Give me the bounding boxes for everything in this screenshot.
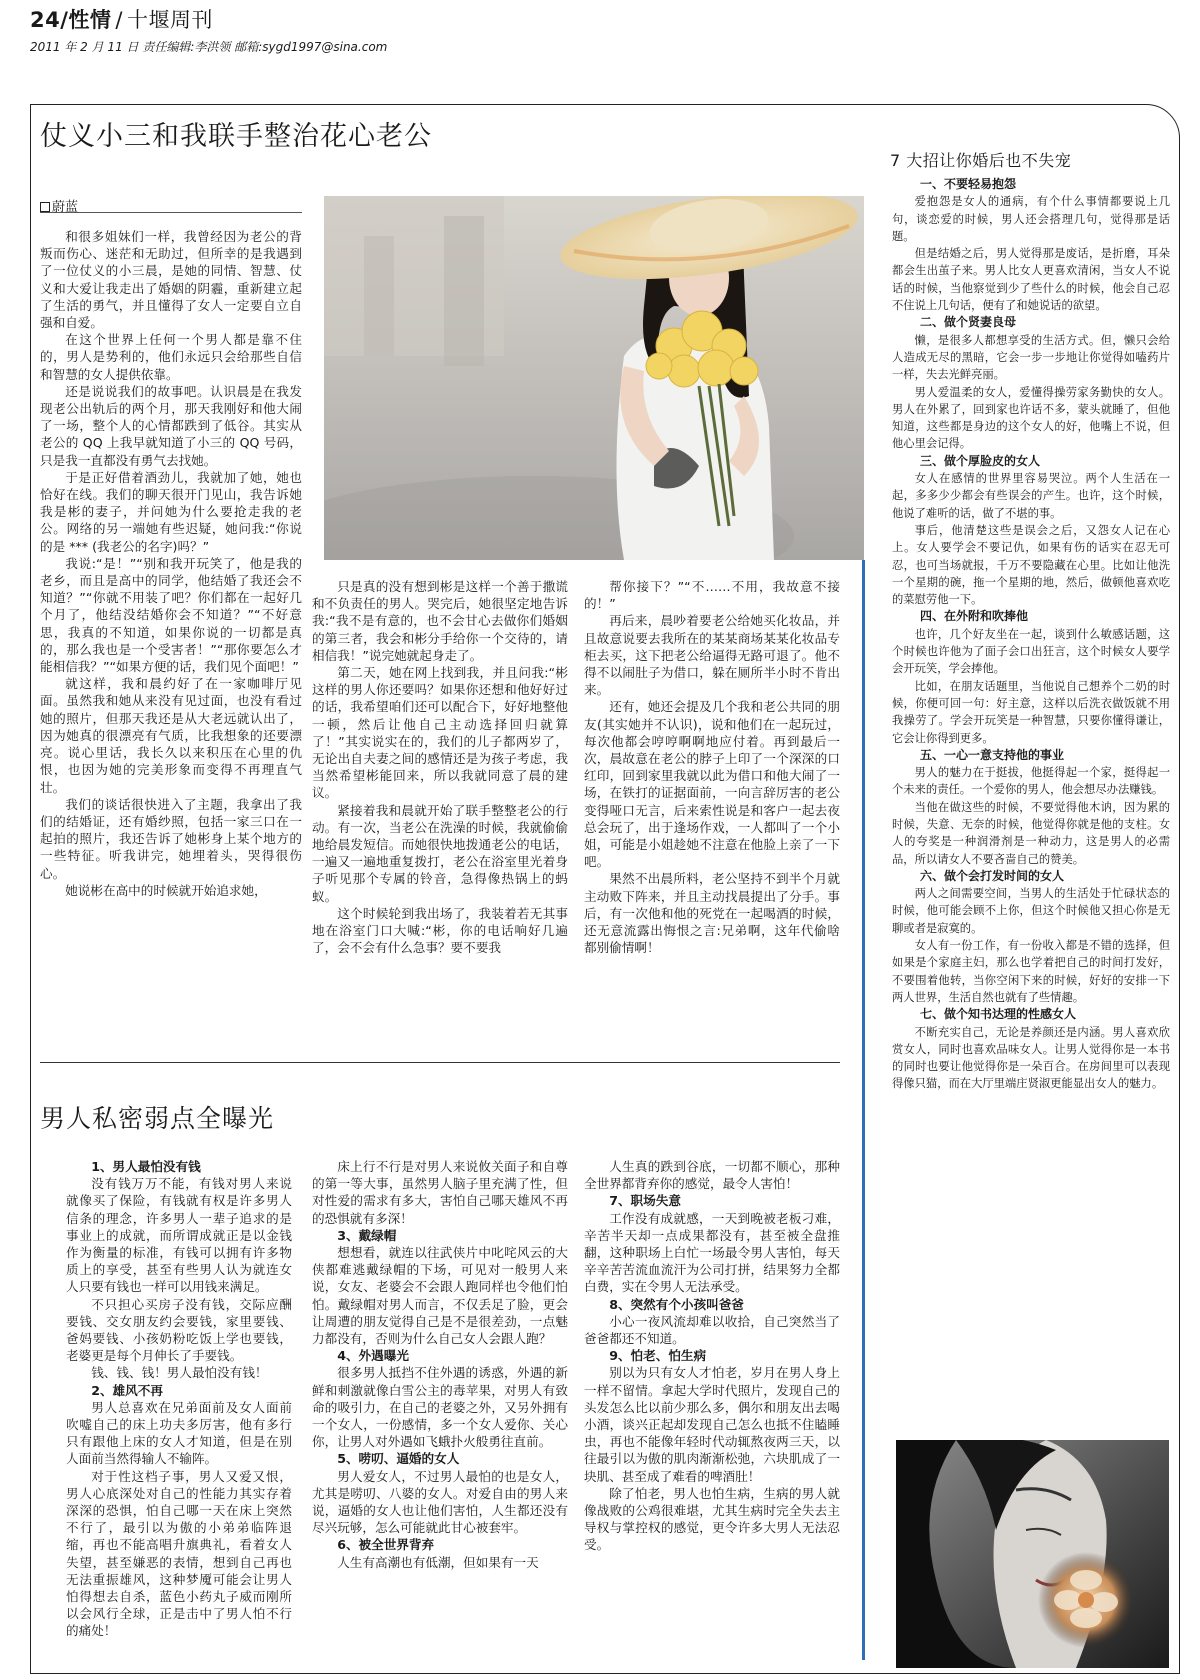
subheading: 7、职场失意 bbox=[609, 1193, 681, 1209]
paragraph: 男人的魅力在于挺拔，他挺得起一个家，挺得起一个未来的责任。一个爱你的男人，他会想尽办法赚钱。 bbox=[892, 766, 1170, 797]
paragraph: 工作没有成就感，一天到晚被老板刁难，辛苦半天却一点成果都没有，甚至被全盘推翻，这种职场上白忙一场最令男人害怕，每天辛辛苦苦流血流汗为公司打拼，结果努力全都白费，实在令男人无法承受。 bbox=[584, 1210, 840, 1295]
subheading: 9、怕老、怕生病 bbox=[609, 1348, 707, 1364]
subheading: 1、男人最怕没有钱 bbox=[91, 1159, 201, 1174]
paragraph: 男人爱女人，不过男人最怕的也是女人，尤其是唠叨、八婆的女人。对爱自由的男人来说，逼婚的女人也让他们害怕，人生都还没有尽兴玩够，怎么可能就此甘心被套牢。 bbox=[312, 1468, 568, 1536]
paragraph: 当他在做这些的时候，不要觉得他木讷，因为累的时候，失意、无奈的时候，他觉得你就是他的支柱。女人的夸奖是一种润滑剂是一种动力，这是男人的必需品，所以请女人不要吝啬自己的赞美。 bbox=[892, 800, 1170, 866]
paragraph: 她说彬在高中的时候就开始追求她， bbox=[65, 882, 267, 898]
paragraph: 在这个世界上任何一个男人都是靠不住的，男人是势利的，他们永远只会给那些自信和智慧的女人提供依靠。 bbox=[40, 332, 302, 382]
paragraph: 第二天，她在网上找到我，并且问我:“彬这样的男人你还要吗？如果你还想和他好好过的话，我希望咱们还可以配合下，好好地整他一顿，然后让他自己主动选择回归就算了！”其实说实在的，我们的儿子都两岁了，无论出自夫妻之间的感情还是为孩子考虑，我当然希望彬能回来，所以我就同意了晨的建议。 bbox=[312, 665, 568, 801]
subheading: 3、戴绿帽 bbox=[337, 1227, 397, 1243]
article1-headline: 仗义小三和我联手整治花心老公 bbox=[40, 121, 432, 152]
paragraph: 我说:“是！”“别和我开玩笑了，他是我的老乡，而且是高中的同学，他结婚了我还会不知道？”“你就不用装了吧？你们都在一起好几个月了，他结没结婚你会不知道？”“不好意思，我真的不知道，如果你说的一切都是真的，那么我也是一个受害者！”“那你要怎么才能相信我？”“如果方便的话，我们见个面吧！” bbox=[40, 555, 302, 675]
sidebar-title: 7 大招让你婚后也不失宠 bbox=[890, 151, 1072, 170]
byline-box-icon bbox=[40, 202, 50, 212]
paragraph: 紧接着我和晨就开始了联手整整老公的行动。有一次，当老公在洗澡的时候，我就偷偷地给晨发短信。而她很快地拨通老公的电话，一遍又一遍地重复拨打，老公在浴室里光着身子听见那个专属的铃音，急得像热锅上的蚂蚁。 bbox=[312, 802, 568, 904]
paragraph: 再后来，晨吵着要老公给她买化妆品，并且故意说要去我所在的某某商场某某化妆品专柜去买，这下把老公给逼得无路可退了。他不得不以闹肚子为借口，躲在厕所半小时不肯出来。 bbox=[584, 613, 840, 698]
paragraph: 还有，她还会提及几个我和老公共同的朋友(其实她并不认识)，说和他们在一起玩过，每次他都会哼哼啊啊地应付着。再到最后一次，晨故意在老公的脖子上印了一个深深的口红印，回到家里我就以此为借口和他大闹了一场，在铁打的证据面前，一向言辞厉害的老公变得哑口无言，后来索性说是和客户一起去夜总会玩了，出于逢场作戏，一人都叫了一个小姐，可能是小姐趁她不注意在他脸上亲了一下吧。 bbox=[584, 699, 840, 870]
paragraph: 于是正好借着酒劲儿，我就加了她，她也恰好在线。我们的聊天很开门见山，我告诉她我是彬的妻子，并问她为什么要抢走我的老公。网络的另一端她有些迟疑，她问我:“你说的是 *** (我老公的名字)吗？” bbox=[40, 469, 302, 554]
paragraph: 不只担心买房子没有钱，交际应酬要钱、交女朋友约会要钱，家里要钱、爸妈要钱、小孩奶粉吃饭上学也要钱，老婆更是每个月伸长了手要钱。 bbox=[66, 1296, 292, 1364]
subheading: 六、做个会打发时间的女人 bbox=[920, 868, 1065, 883]
paragraph: 还是说说我们的故事吧。认识晨是在我发现老公出轨后的两个月，那天我刚好和他大闹了一场，整个人的心情都跌到了低谷。其实从老公的 QQ 上我早就知道了小三的 QQ 号码，只是我一直都没有勇气去找她。 bbox=[40, 383, 302, 468]
article1-column-3 bbox=[584, 578, 840, 996]
photo-girl-with-flowers-image bbox=[324, 196, 864, 560]
paragraph: 钱、钱、钱！男人最怕没有钱！ bbox=[91, 1365, 268, 1381]
subheading: 二、做个贤妻良母 bbox=[920, 315, 1017, 330]
paragraph: 别以为只有女人才怕老，岁月在男人身上一样不留情。拿起大学时代照片，发现自己的头发怎么比以前少那么多，偶尔和朋友出去喝小酒，谈兴正起却发现自己怎么也抵不住瞌睡虫，再也不能像年轻时代动辄熬夜两三天，以往最引以为傲的肌肉渐渐松弛，六块肌成了一块肌、甚至成了难看的啤酒肚！ bbox=[584, 1365, 840, 1484]
subheading: 5、唠叨、逼婚的女人 bbox=[337, 1451, 460, 1467]
masthead bbox=[30, 4, 1180, 60]
subheading: 8、突然有个小孩叫爸爸 bbox=[609, 1296, 744, 1312]
subheading: 四、在外附和吹捧他 bbox=[920, 609, 1029, 624]
paragraph: 床上行不行是对男人来说攸关面子和自尊的第一等大事，虽然男人脑子里充满了性，但对性爱的需求有多大，害怕自己哪天雄风不再的恐惧就有多深！ bbox=[312, 1159, 568, 1226]
paragraph: 小心一夜风流却难以收拾，自己突然当了爸爸都还不知道。 bbox=[584, 1313, 840, 1347]
date-editor-line: 2011 年 2 月 11 日 责任编辑:李洪领 邮箱:sygd1997@sina.com bbox=[30, 40, 388, 54]
byline-rule bbox=[40, 212, 302, 213]
photo-woman-with-flower-image bbox=[896, 1440, 1169, 1668]
sidebar-divider bbox=[862, 560, 865, 1660]
article1-column-2 bbox=[312, 578, 568, 996]
subheading: 七、做个知书达理的性感女人 bbox=[920, 1007, 1077, 1022]
subheading: 三、做个厚脸皮的女人 bbox=[920, 453, 1041, 468]
section-divider bbox=[40, 1062, 840, 1063]
paragraph: 比如，在朋友话题里，当他说自己想养个二奶的时候，你便可回一句：好主意，这样以后洗衣做饭就不用我操劳了。学会开玩笑是一种智慧，只要你懂得谦让，它会让你得到更多。 bbox=[892, 679, 1170, 745]
paragraph: 但是结婚之后，男人觉得那是废话，是折磨，耳朵都会生出茧子来。男人比女人更喜欢清闲，当女人不说话的时候，当他察觉到少了些什么的时候，他会自己忍不住说上几句话，便有了和她说话的欲望。 bbox=[892, 247, 1170, 313]
paragraph: 男人爱温柔的女人，爱懂得操劳家务勤快的女人。男人在外累了，回到家也许话不多，蒙头就睡了，但他知道，这些都是身边的这个女人的好，他嘴上不说，但他心里会记得。 bbox=[892, 385, 1170, 451]
paragraph: 懒，是很多人都想享受的生活方式。但，懒只会给人造成无尽的黑暗，它会一步一步地让你觉得如嗑药片一样，失去光鲜亮丽。 bbox=[892, 333, 1170, 382]
subheading: 6、被全世界背弃 bbox=[337, 1537, 435, 1553]
section-name: 性情 bbox=[68, 8, 112, 32]
paragraph: 事后，他清楚这些是误会之后，又怨女人记在心上。女人要学会不要记仇，如果有伤的话实在忍无可忍，也可当场就报，千万不要隐藏在心里。比如让他洗一个星期的碗，拖一个星期的地，然后，做顿他喜欢吃的菜慰劳他一下。 bbox=[892, 523, 1170, 607]
paragraph: 不断充实自己，无论是养颜还是内涵。男人喜欢欣赏女人，同时也喜欢品味女人。让男人觉得你是一本书的同时也要让他觉得你是一朵百合。在房间里可以表现得像只猫，而在大厅里端庄贤淑更能显出女人的魅力。 bbox=[892, 1025, 1170, 1091]
photo-woman-with-flower bbox=[896, 1440, 1169, 1668]
subheading: 五、一心一意支持他的事业 bbox=[920, 747, 1065, 762]
paragraph: 这个时候轮到我出场了，我装着若无其事地在浴室门口大喊:“彬，你的电话响好几遍了，会不会有什么急事？要不要我 bbox=[312, 905, 568, 956]
paragraph: 没有钱万万不能，有钱对男人来说就像买了保险，有钱就有权是许多男人信条的理念，许多男人一辈子追求的是事业上的成就，而所谓成就正是以金钱作为衡量的标准，有钱可以拥有许多物质上的享受，甚至有些男人认为就连女人只要有钱也一样可以用钱来满足。 bbox=[66, 1176, 292, 1295]
paragraph: 就这样，我和晨约好了在一家咖啡厅见面。虽然我和她从来没有见过面，也没有看过她的照片，但那天我还是从大老远就认出了，因为她真的很漂亮有气质，比我想象的还要漂亮。说心里话，我长久以来积压在心里的仇恨，也因为她的完美形象而变得不再理直气壮。 bbox=[40, 676, 302, 795]
publication-name: 十堰周刊 bbox=[126, 8, 213, 32]
paragraph: 女人有一份工作，有一份收入都是不错的选择，但如果是个家庭主妇，那么也学着把自己的时间打发好，不要围着他转，当你空闲下来的时候，好好的安排一下两人世界，生活自然也就有了些情趣。 bbox=[892, 939, 1170, 1004]
masthead-title bbox=[30, 4, 1180, 34]
article1-column-1 bbox=[40, 228, 302, 996]
paragraph: 爱抱怨是女人的通病，有个什么事情都要说上几句，谈恋爱的时候，男人还会搭理几句，觉得那是话题。 bbox=[892, 195, 1170, 243]
paragraph: 也许，几个好友坐在一起，谈到什么敏感话题，这个时候也许他为了面子会口出狂言，这个时候女人要学会开玩笑，学会捧他。 bbox=[892, 627, 1170, 676]
paragraph: 男人总喜欢在兄弟面前及女人面前吹嘘自己的床上功夫多厉害，他有多行只有跟他上床的女人才知道，但是在别人面前当然得输人不输阵。 bbox=[66, 1399, 292, 1467]
subheading: 一、不要轻易抱怨 bbox=[920, 177, 1017, 191]
paragraph: 想想看，就连以往武侠片中叱咤风云的大侠都难逃戴绿帽的下场，可见对一般男人来说，女友、老婆会不会跟人跑同样也令他们怕怕。戴绿帽对男人而言，不仅丢足了脸，更会让周遭的朋友觉得自己是不是很差劲，一点魅力都没有，否则为什么自己女人会跟人跑？ bbox=[312, 1245, 568, 1347]
paragraph: 两人之间需要空间，当男人的生活处于忙碌状态的时候，他可能会顾不上你，但这个时候他又担心你是无聊或者是寂寞的。 bbox=[892, 887, 1170, 935]
paragraph: 很多男人抵挡不住外遇的诱惑，外遇的新鲜和刺激就像白雪公主的毒苹果，对男人有致命的吸引力，在自己的老婆之外，又另外拥有一个女人，一份感情，多一个女人爱你、关心你，让男人对外遇如飞蛾扑火般勇往直前。 bbox=[312, 1365, 568, 1450]
paragraph: 除了怕老，男人也怕生病，生病的男人就像战败的公鸡很难堪，尤其生病时完全失去主导权与掌控权的感觉，更令许多大男人无法忍受。 bbox=[584, 1485, 840, 1553]
masthead-separator: / bbox=[115, 8, 123, 32]
paragraph: 人生有高潮也有低潮，但如果有一天 bbox=[337, 1554, 539, 1570]
paragraph: 我们的谈话很快进入了主题，我拿出了我们的结婚证，还有婚纱照，包括一家三口在一起拍的照片，我还告诉了她彬身上某个地方的一些特征。听我讲完，她埋着头，哭得很伤心。 bbox=[40, 796, 302, 881]
sidebar-body bbox=[892, 176, 1170, 1424]
subheading: 4、外遇曝光 bbox=[337, 1348, 409, 1364]
paragraph: 果然不出晨所料，老公坚持不到半个月就主动败下阵来，并且主动找晨提出了分手。事后，有一次他和他的死党在一起喝酒的时候，还无意流露出悔恨之言:兄弟啊，这年代偷啥都别偷情啊！ bbox=[584, 871, 840, 956]
byline-author: 蔚蓝 bbox=[52, 200, 79, 215]
paragraph: 帮你接下？”“不……不用，我故意不接的！” bbox=[584, 579, 840, 612]
paragraph: 女人在感情的世界里容易哭泣。两个人生活在一起，多多少少都会有些误会的产生。也许，这个时候，他说了难听的话，做了不堪的事。 bbox=[892, 472, 1170, 520]
article2-column-1 bbox=[66, 1158, 292, 1660]
paragraph: 只是真的没有想到彬是这样一个善于撒谎和不负责任的男人。哭完后，她很坚定地告诉我:“我不是有意的，也不会甘心去做你们婚姻的第三者，我会和彬分手给你一个交待的，请相信我！”说完她就起身走了。 bbox=[312, 579, 568, 663]
subheading: 2、雄风不再 bbox=[91, 1382, 163, 1398]
paragraph: 对于性这档子事，男人又爱又恨，男人心底深处对自己的性能力其实存着深深的恐惧，怕自己哪一天在床上突然不行了，最引以为傲的小弟弟临阵退缩，再也不能高唱升旗典礼，看着女人失望，甚至嫌恶的表情，想到自己再也无法重振雄风，这种梦魇可能会让男人怕得想去自杀，蓝色小药丸子威而刚所以会风行全球，正是击中了男人怕不行的痛处！ bbox=[66, 1468, 292, 1639]
paragraph: 和很多姐妹们一样，我曾经因为老公的背叛而伤心、迷茫和无助过，但所幸的是我遇到了一位仗义的小三晨，是她的同情、智慧、仗义和大爱让我走出了婚姻的阴霾，重新建立起了生活的勇气，并且懂得了女人一定要自立自强和自爱。 bbox=[40, 229, 302, 331]
page-number: 24/ bbox=[30, 8, 69, 32]
photo-girl-with-flowers bbox=[324, 196, 864, 560]
paragraph: 人生真的跌到谷底，一切都不顺心，那种全世界都背弃你的感觉，最令人害怕！ bbox=[584, 1159, 840, 1192]
article2-column-3 bbox=[584, 1158, 840, 1660]
article2-column-2 bbox=[312, 1158, 568, 1660]
article2-headline: 男人私密弱点全曝光 bbox=[40, 1104, 275, 1133]
